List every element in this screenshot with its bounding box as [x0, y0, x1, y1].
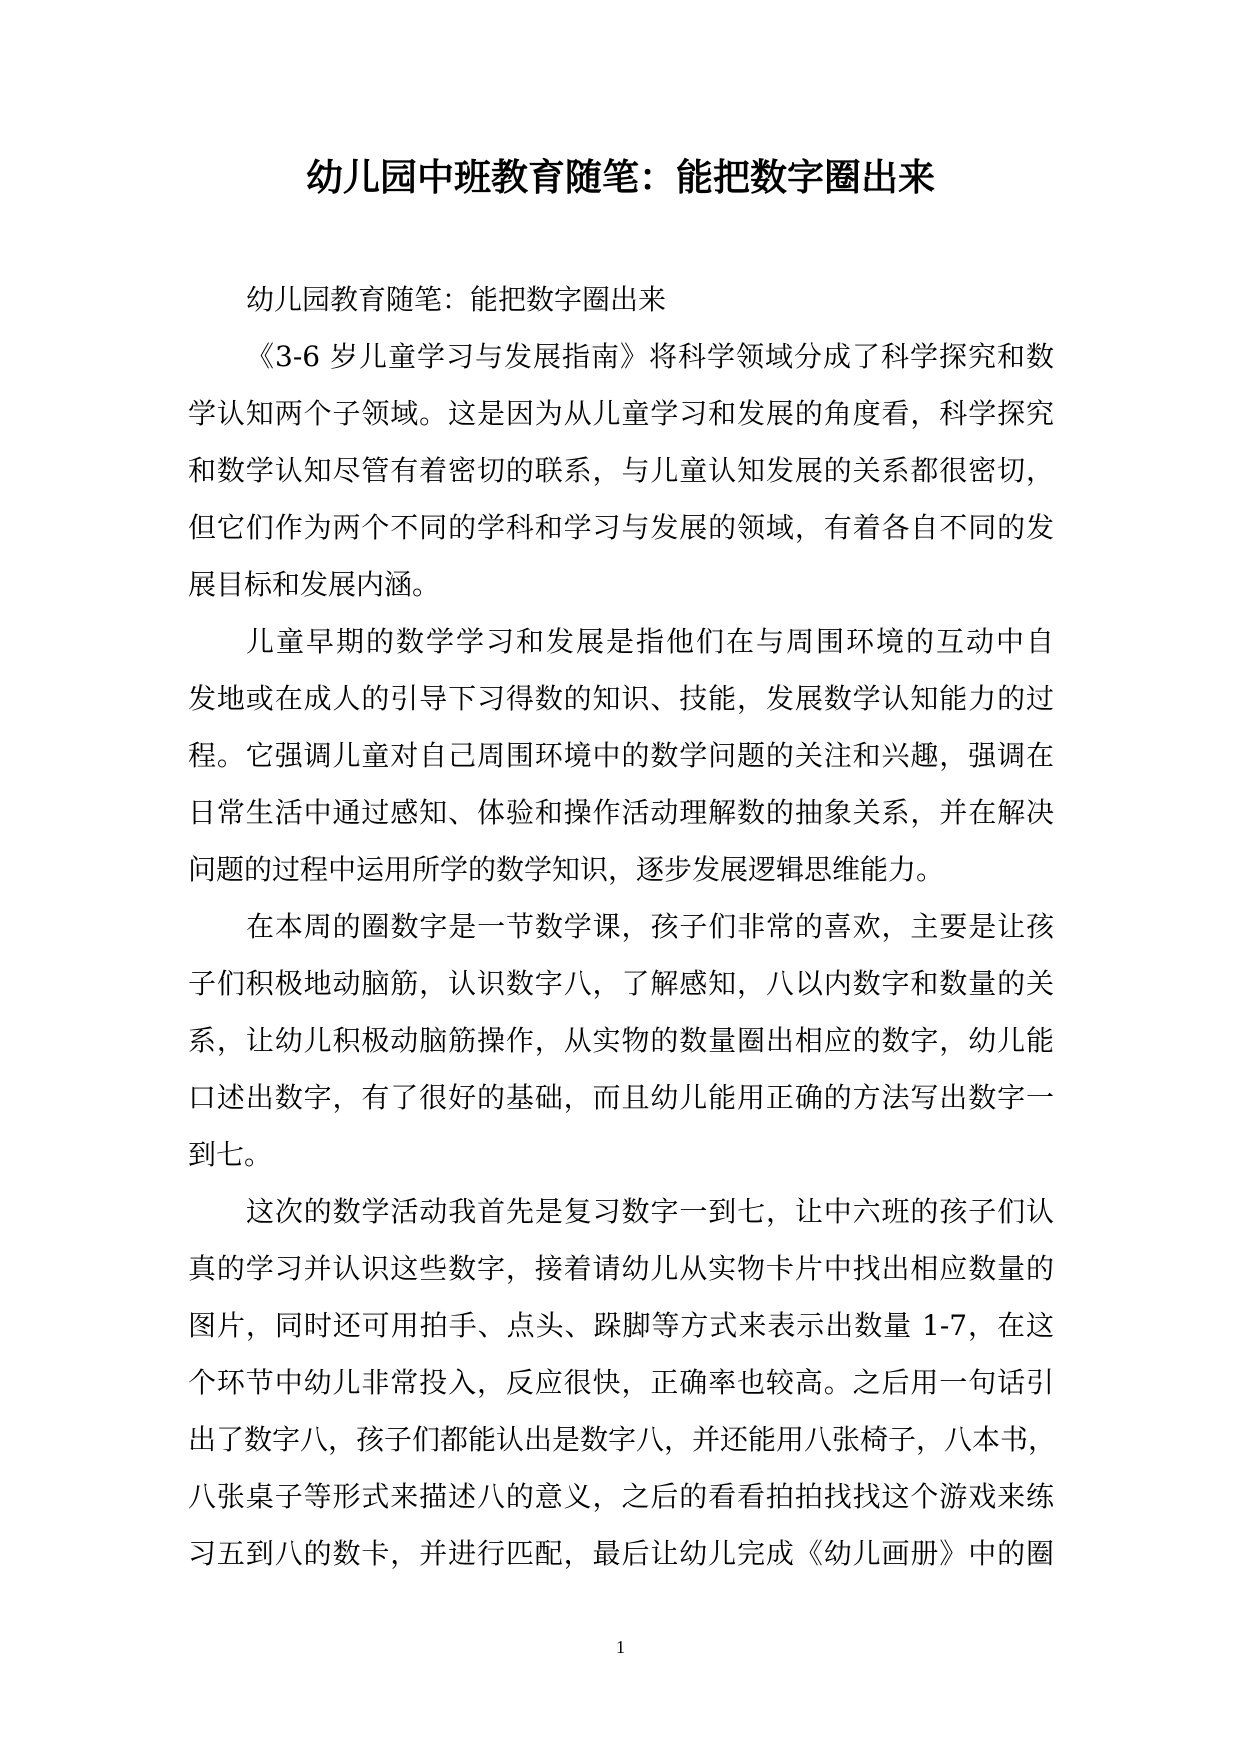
document-title: 幼儿园中班教育随笔：能把数字圈出来 — [306, 155, 935, 199]
paragraph — [188, 271, 1054, 328]
paragraph-line: 《3-6 岁儿童学习与发展指南》将科学领域分成了科学探究和数 — [246, 340, 1054, 373]
paragraph-line: 发地或在成人的引导下习得数的知识、技能，发展数学认知能力的过 — [188, 682, 1054, 715]
paragraph-line: 在本周的圈数字是一节数学课，孩子们非常的喜欢，主要是让孩 — [246, 910, 1054, 943]
paragraph-line: 子们积极地动脑筋，认识数字八，了解感知，八以内数字和数量的关 — [188, 967, 1054, 1000]
paragraph-line: 图片，同时还可用拍手、点头、跺脚等方式来表示出数量 1-7，在这 — [188, 1309, 1054, 1342]
paragraph-line: 展目标和发展内涵。 — [188, 568, 441, 601]
document-body — [188, 271, 1057, 1582]
paragraph-line: 系，让幼儿积极动脑筋操作，从实物的数量圈出相应的数字，幼儿能 — [188, 1024, 1054, 1057]
paragraph-line: 习五到八的数卡，并进行匹配，最后让幼儿完成《幼儿画册》中的圈 — [188, 1537, 1054, 1570]
paragraph-line: 到七。 — [188, 1138, 273, 1171]
paragraph — [188, 328, 1054, 613]
paragraph-line: 学认知两个子领域。这是因为从儿童学习和发展的角度看，科学探究 — [188, 397, 1054, 430]
paragraph-line: 真的学习并认识这些数字，接着请幼儿从实物卡片中找出相应数量的 — [188, 1252, 1054, 1285]
paragraph — [188, 898, 1054, 1183]
paragraph-line: 和数学认知尽管有着密切的联系，与儿童认知发展的关系都很密切， — [188, 454, 1054, 487]
paragraph-line: 出了数字八，孩子们都能认出是数字八，并还能用八张椅子，八本书， — [188, 1423, 1057, 1456]
paragraph-line: 这次的数学活动我首先是复习数字一到七，让中六班的孩子们认 — [246, 1195, 1054, 1228]
paragraph-line: 问题的过程中运用所学的数学知识，逐步发展逻辑思维能力。 — [188, 853, 945, 886]
paragraph-line: 儿童早期的数学学习和发展是指他们在与周围环境的互动中自 — [246, 625, 1054, 658]
paragraph-line: 日常生活中通过感知、体验和操作活动理解数的抽象关系，并在解决 — [188, 796, 1054, 829]
paragraph-line: 个环节中幼儿非常投入，反应很快，正确率也较高。之后用一句话引 — [188, 1366, 1054, 1399]
paragraph-line: 口述出数字，有了很好的基础，而且幼儿能用正确的方法写出数字一 — [188, 1081, 1054, 1114]
paragraph — [188, 1183, 1057, 1582]
paragraph — [188, 613, 1054, 898]
paragraph-line: 但它们作为两个不同的学科和学习与发展的领域，有着各自不同的发 — [188, 511, 1054, 544]
paragraph-line: 八张桌子等形式来描述八的意义，之后的看看拍拍找找这个游戏来练 — [188, 1480, 1054, 1513]
paragraph-line: 幼儿园教育随笔：能把数字圈出来 — [246, 283, 667, 316]
paragraph-line: 程。它强调儿童对自己周围环境中的数学问题的关注和兴趣，强调在 — [188, 739, 1054, 772]
page-number: 1 — [616, 1637, 625, 1657]
